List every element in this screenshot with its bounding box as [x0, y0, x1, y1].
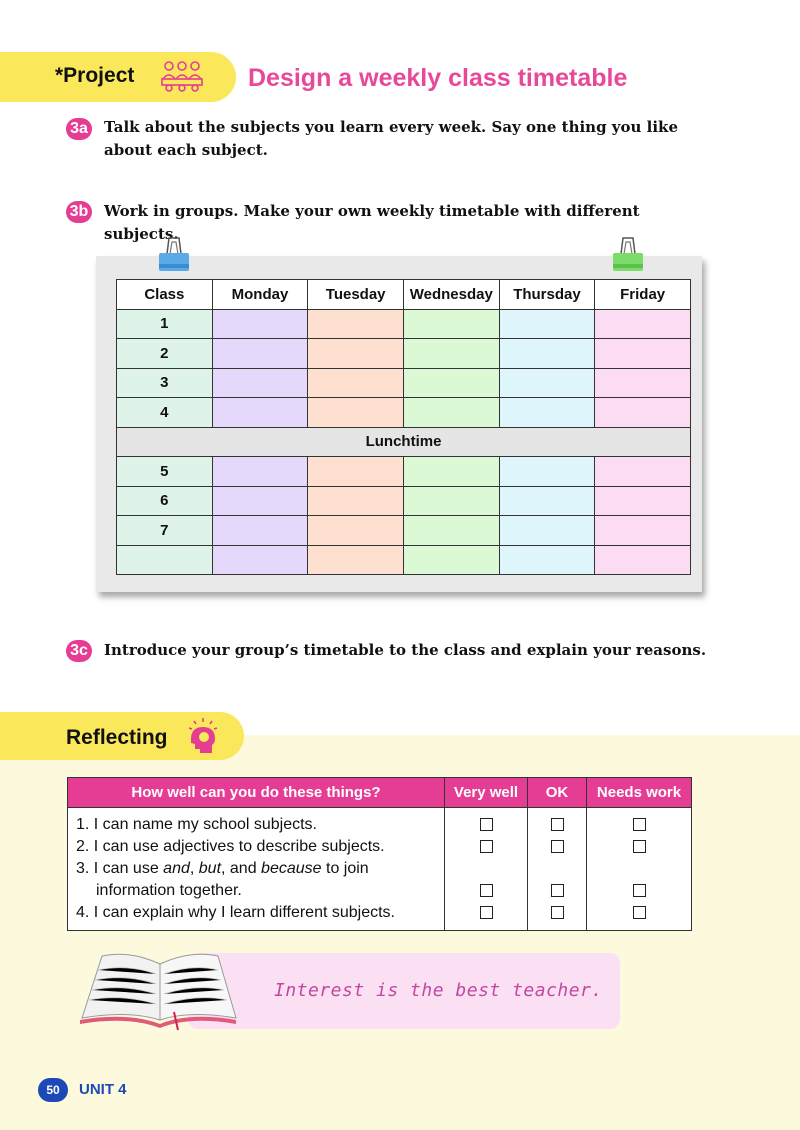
- task-3b-text: Work in groups. Make your own weekly timetable with different subjects.: [104, 202, 640, 243]
- timetable-cell[interactable]: [308, 516, 404, 546]
- header-very-well: Very well: [445, 778, 528, 808]
- timetable-cell[interactable]: [499, 368, 595, 398]
- checkbox[interactable]: [551, 840, 564, 853]
- period-number: 5: [117, 457, 213, 487]
- timetable-cell[interactable]: [499, 398, 595, 428]
- checkbox[interactable]: [551, 906, 564, 919]
- checkbox[interactable]: [480, 906, 493, 919]
- header-needs-work: Needs work: [587, 778, 692, 808]
- checkbox[interactable]: [633, 884, 646, 897]
- timetable-cell[interactable]: [212, 398, 308, 428]
- lunchtime-label: Lunchtime: [117, 427, 691, 457]
- timetable-header-row: [117, 280, 691, 310]
- checkbox[interactable]: [633, 840, 646, 853]
- reflecting-body-row: [68, 808, 692, 931]
- timetable-cell[interactable]: [403, 339, 499, 369]
- timetable-cell[interactable]: [499, 516, 595, 546]
- word-but: but: [198, 860, 222, 877]
- timetable-cell[interactable]: [308, 339, 404, 369]
- header-friday: Friday: [595, 280, 691, 310]
- table-row: [117, 486, 691, 516]
- table-row: [117, 516, 691, 546]
- timetable-cell[interactable]: [595, 339, 691, 369]
- timetable-cell[interactable]: [595, 309, 691, 339]
- checkbox[interactable]: [633, 906, 646, 919]
- timetable-cell[interactable]: [212, 309, 308, 339]
- period-number: 7: [117, 516, 213, 546]
- timetable-cell[interactable]: [212, 368, 308, 398]
- timetable-cell[interactable]: [499, 339, 595, 369]
- open-book-icon: [78, 950, 238, 1032]
- header-tuesday: Tuesday: [308, 280, 404, 310]
- header-wednesday: Wednesday: [403, 280, 499, 310]
- timetable-cell[interactable]: [403, 368, 499, 398]
- statement-3-line2: information together.: [96, 882, 242, 899]
- timetable-cell[interactable]: [212, 486, 308, 516]
- word-and: and: [163, 860, 190, 877]
- thinking-head-icon: [183, 717, 219, 755]
- word-because: because: [261, 860, 322, 877]
- ok-column: [528, 808, 587, 931]
- timetable-cell[interactable]: [308, 309, 404, 339]
- checkbox[interactable]: [480, 818, 493, 831]
- period-number: [117, 545, 213, 575]
- timetable-cell[interactable]: [308, 486, 404, 516]
- statement-3-comma: ,: [189, 860, 199, 877]
- table-row: [117, 457, 691, 487]
- green-binder-clip-icon: [611, 234, 645, 274]
- statement-3-suffix: to join: [321, 860, 369, 877]
- page-number: 50: [38, 1078, 68, 1102]
- header-monday: Monday: [212, 280, 308, 310]
- task-badge-3a: 3a: [66, 118, 92, 140]
- timetable-cell[interactable]: [308, 545, 404, 575]
- timetable-cell[interactable]: [499, 457, 595, 487]
- timetable-cell[interactable]: [403, 545, 499, 575]
- timetable-cell[interactable]: [212, 457, 308, 487]
- statements-list: [68, 808, 445, 931]
- timetable-cell[interactable]: [212, 339, 308, 369]
- project-label: *Project: [55, 64, 135, 87]
- table-row: [117, 309, 691, 339]
- timetable-cell[interactable]: [308, 368, 404, 398]
- statement-3: [76, 858, 444, 880]
- task-3c-text: Introduce your group’s timetable to the class and explain your reasons.: [104, 641, 707, 659]
- header-thursday: Thursday: [499, 280, 595, 310]
- timetable-cell[interactable]: [595, 457, 691, 487]
- task-badge-3b: 3b: [66, 201, 92, 223]
- table-row: [117, 545, 691, 575]
- statement-4: 4. I can explain why I learn different subjects.: [76, 904, 395, 921]
- table-row: [117, 368, 691, 398]
- timetable-cell[interactable]: [595, 368, 691, 398]
- timetable-cell[interactable]: [595, 398, 691, 428]
- timetable-cell[interactable]: [403, 486, 499, 516]
- timetable-cell[interactable]: [499, 486, 595, 516]
- statement-2: 2. I can use adjectives to describe subjects.: [76, 838, 385, 855]
- timetable-cell[interactable]: [403, 398, 499, 428]
- unit-label: UNIT 4: [79, 1081, 127, 1098]
- timetable-cell[interactable]: [403, 309, 499, 339]
- statement-3-middle: , and: [221, 860, 262, 877]
- lunch-row: [117, 427, 691, 457]
- checkbox[interactable]: [551, 884, 564, 897]
- timetable-cell[interactable]: [499, 545, 595, 575]
- header-class: Class: [117, 280, 213, 310]
- reflecting-table: [67, 777, 692, 931]
- task-3a-text: Talk about the subjects you learn every week. Say one thing you like about each subject.: [104, 118, 678, 159]
- reflecting-label: Reflecting: [66, 726, 168, 749]
- table-row: [117, 398, 691, 428]
- checkbox[interactable]: [633, 818, 646, 831]
- group-people-icon: [160, 59, 204, 95]
- quote-text: Interest is the best teacher.: [274, 980, 603, 1001]
- header-ok: OK: [528, 778, 587, 808]
- period-number: 2: [117, 339, 213, 369]
- needs-work-column: [587, 808, 692, 931]
- timetable-cell[interactable]: [308, 457, 404, 487]
- timetable: [116, 279, 691, 575]
- timetable-cell[interactable]: [403, 516, 499, 546]
- statement-1: 1. I can name my school subjects.: [76, 816, 317, 833]
- checkbox[interactable]: [480, 884, 493, 897]
- statement-3-prefix: 3. I can use: [76, 860, 164, 877]
- period-number: 6: [117, 486, 213, 516]
- period-number: 3: [117, 368, 213, 398]
- checkbox[interactable]: [480, 840, 493, 853]
- header-question: How well can you do these things?: [68, 778, 445, 808]
- timetable-cell[interactable]: [212, 516, 308, 546]
- timetable-cell[interactable]: [308, 398, 404, 428]
- blue-binder-clip-icon: [157, 234, 191, 274]
- period-number: 1: [117, 309, 213, 339]
- project-title: Design a weekly class timetable: [248, 64, 628, 92]
- timetable-cell[interactable]: [499, 309, 595, 339]
- timetable-cell[interactable]: [595, 516, 691, 546]
- task-badge-3c: 3c: [66, 640, 92, 662]
- timetable-cell[interactable]: [403, 457, 499, 487]
- reflecting-header-row: [68, 778, 692, 808]
- period-number: 4: [117, 398, 213, 428]
- timetable-cell[interactable]: [595, 545, 691, 575]
- timetable-cell[interactable]: [595, 486, 691, 516]
- table-row: [117, 339, 691, 369]
- timetable-cell[interactable]: [212, 545, 308, 575]
- very-well-column: [445, 808, 528, 931]
- checkbox[interactable]: [551, 818, 564, 831]
